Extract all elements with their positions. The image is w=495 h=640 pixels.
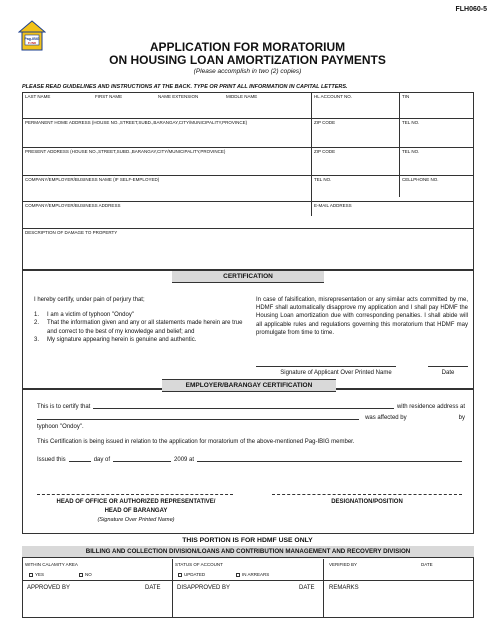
- tin-field[interactable]: TIN: [402, 94, 410, 99]
- designation-label: DESIGNATION/POSITION: [331, 499, 403, 505]
- certification-heading: CERTIFICATION: [172, 270, 324, 283]
- issued-line: Issued this day of 2009 at: [37, 456, 465, 464]
- employer-certification-heading: EMPLOYER/BARANGAY CERTIFICATION: [162, 379, 336, 392]
- present-address-field[interactable]: PRESENT ADDRESS (HOUSE NO.,STREET,SUBD.,BARANGAY,CITY/MUNICIPALITY,PROVINCE): [25, 149, 226, 154]
- disapproved-date-field[interactable]: DATE: [299, 585, 315, 591]
- form-number: FLH060-5: [455, 6, 487, 13]
- email-field[interactable]: E-MAIL ADDRESS: [314, 203, 352, 208]
- employer-line-1: This is to certify that with residence address at: [37, 404, 465, 410]
- approved-by-field[interactable]: APPROVED BY: [27, 585, 71, 591]
- tel-no-company-field[interactable]: TEL NO.: [314, 177, 332, 182]
- name-extension-field[interactable]: NAME EXTENSION: [158, 94, 199, 99]
- svg-text:FUND: FUND: [27, 41, 37, 45]
- form-subtitle: (Please accomplish in two (2) copies): [193, 68, 302, 75]
- verified-by-field[interactable]: VERIFIED BY: [329, 562, 358, 567]
- zip-code-permanent-field[interactable]: ZIP CODE: [314, 120, 336, 125]
- employer-statement: This Certification is being issued in relation to the application for moratorium of the above-mentioned Pag-IBIG member.: [37, 439, 355, 445]
- damage-description-field[interactable]: DESCRIPTION OF DAMAGE TO PROPERTY: [25, 230, 118, 235]
- cert-item-2: 2. That the information given and any or all statements made herein are true and correct to the best of my knowledge and belief; and: [34, 320, 243, 335]
- tel-no-permanent-field[interactable]: TEL NO.: [402, 120, 420, 125]
- head-of-office-label: HEAD OF OFFICE OR AUTHORIZED REPRESENTATIVE/: [56, 499, 216, 505]
- zip-code-present-field[interactable]: ZIP CODE: [314, 149, 336, 154]
- applicant-date-label: Date: [441, 370, 455, 376]
- svg-text:Pag-IBIG: Pag-IBIG: [24, 37, 40, 41]
- certification-intro: I hereby certify, under pain of perjury that;: [34, 297, 145, 303]
- employer-line-2: was affected by by: [37, 414, 465, 422]
- within-calamity-label: WITHIN CALAMITY AREA: [25, 562, 78, 567]
- certification-left: [34, 296, 248, 344]
- signature-over-name-label: (Signature Over Printed Name): [97, 517, 175, 523]
- hdmf-use-heading: THIS PORTION IS FOR HDMF USE ONLY: [182, 537, 313, 544]
- company-address-field[interactable]: COMPANY/EMPLOYER/BUSINESS ADDRESS: [25, 203, 121, 208]
- applicant-signature-label: Signature of Applicant Over Printed Name: [280, 370, 392, 376]
- guidelines-note: PLEASE READ GUIDELINES AND INSTRUCTIONS AT THE BACK. TYPE OR PRINT ALL INFORMATION IN CAPITAL LETTERS.: [22, 84, 348, 90]
- calamity-no-checkbox[interactable]: NO: [76, 570, 95, 579]
- status-account-label: STATUS OF ACCOUNT: [175, 562, 223, 567]
- calamity-yes-checkbox[interactable]: YES: [26, 570, 47, 579]
- certification-right: In case of falsification, misrepresentation or any similar acts committed by me, HDMF shall automatically disapprove my application and I shall pay HDMF the Housing Loan amortization due with corresponding penalties. I shall abide will all applicable rules and regulations governing this moratorium that HDMF may promulgate from time to time.: [256, 297, 468, 336]
- company-name-field[interactable]: COMPANY/EMPLOYER/BUSINESS NAME (IF SELF-EMPLOYED): [25, 177, 160, 182]
- approved-date-field[interactable]: DATE: [145, 585, 161, 591]
- tel-no-present-field[interactable]: TEL NO.: [402, 149, 420, 154]
- verified-date-field[interactable]: DATE: [421, 562, 433, 567]
- remarks-field[interactable]: REMARKS: [329, 585, 359, 591]
- disapproved-by-field[interactable]: DISAPPROVED BY: [177, 585, 231, 591]
- form-title-line1: APPLICATION FOR MORATORIUM: [149, 40, 346, 54]
- permanent-address-field[interactable]: PERMANENT HOME ADDRESS (HOUSE NO.,STREET,SUBD.,BARANGAY,CITY/MUNICIPALITY,PROVINCE): [25, 120, 248, 125]
- cellphone-field[interactable]: CELLPHONE NO.: [402, 177, 439, 182]
- last-name-field[interactable]: LAST NAME: [25, 94, 51, 99]
- head-of-barangay-label: HEAD OF BARANGAY: [104, 508, 168, 514]
- employer-line-3: typhoon "Ondoy".: [37, 424, 84, 430]
- form-title-line2: ON HOUSING LOAN AMORTIZATION PAYMENTS: [109, 53, 386, 67]
- status-arrears-checkbox[interactable]: IN ARREARS: [233, 570, 272, 579]
- first-name-field[interactable]: FIRST NAME: [95, 94, 123, 99]
- middle-name-field[interactable]: MIDDLE NAME: [226, 94, 258, 99]
- status-updated-checkbox[interactable]: UPDATED: [175, 570, 208, 579]
- division-heading: BILLING AND COLLECTION DIVISION/LOANS AND CONTRIBUTION MANAGEMENT AND RECOVERY DIVISION: [22, 546, 474, 558]
- hl-account-field[interactable]: HL ACCOUNT NO.: [314, 94, 353, 99]
- cert-item-3: 3. My signature appearing herein is genuine and authentic.: [34, 336, 197, 343]
- cert-item-1: 1. I am a victim of typhoon "Ondoy": [34, 312, 134, 319]
